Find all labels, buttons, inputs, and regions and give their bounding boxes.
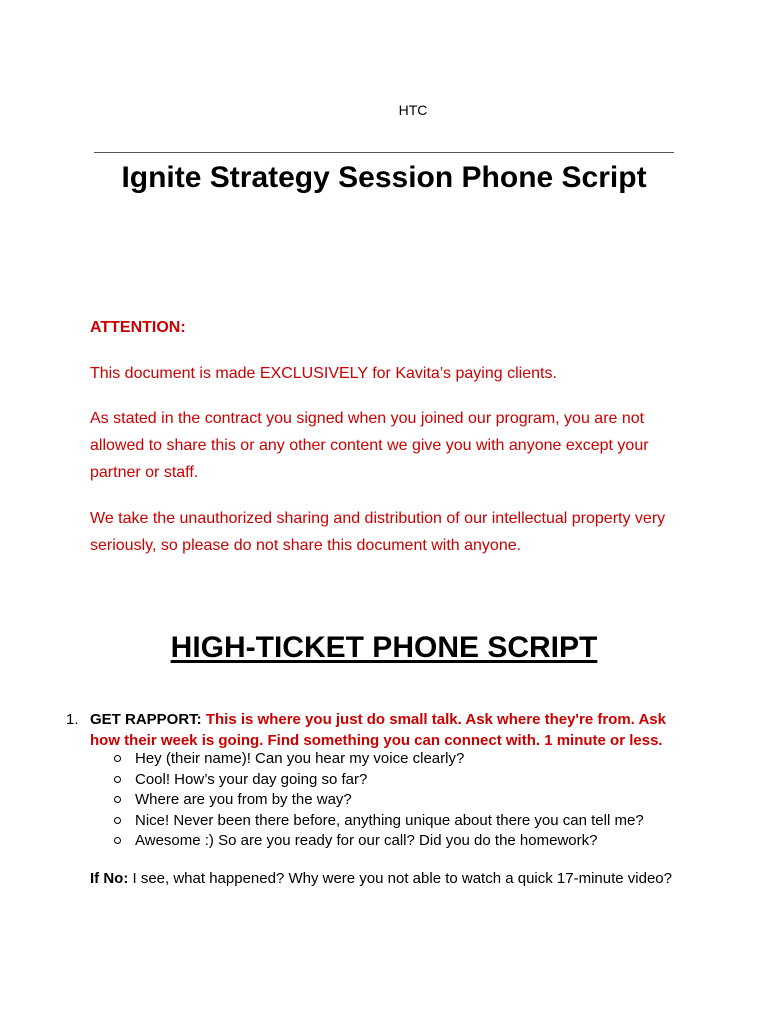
list-item: [114, 749, 694, 770]
attention-heading: ATTENTION:: [90, 319, 186, 336]
script-line-text: Where are you from by the way?: [135, 791, 352, 808]
step-label: GET RAPPORT:: [90, 711, 202, 728]
list-item: [114, 770, 694, 791]
list-item: [114, 790, 694, 811]
step-text: [90, 709, 680, 751]
list-item: [114, 811, 694, 832]
if-no-response: [90, 868, 690, 889]
document-title: Ignite Strategy Session Phone Script: [121, 161, 647, 194]
script-line-text: Hey (their name)! Can you hear my voice clearly?: [135, 750, 465, 767]
step-instruction: This is where you just do small talk. Ask where they're from. Ask how their week is going. Find something you can connect with. 1 minute or less.: [90, 711, 666, 749]
hollow-bullet-icon: [114, 796, 121, 803]
script-line-text: Nice! Never been there before, anything unique about there you can tell me?: [135, 811, 644, 829]
script-lines-list: [114, 749, 694, 852]
title-divider: [94, 152, 674, 153]
hollow-bullet-icon: [114, 776, 121, 783]
page-header: HTC: [398, 102, 428, 118]
notice-paragraph-sharing: We take the unauthorized sharing and distribution of our intellectual property very seriously, so please do not share this document with anyone.: [90, 510, 666, 554]
notice-paragraph-exclusive: This document is made EXCLUSIVELY for Kavita’s paying clients.: [90, 365, 557, 382]
list-item: [114, 831, 694, 852]
step-number: 1.: [66, 711, 79, 728]
if-no-label: If No:: [90, 870, 129, 887]
notice-paragraph-contract: As stated in the contract you signed when you joined our program, you are not allowed to share this or any other content we give you with anyone except your partner or staff.: [90, 410, 649, 481]
if-no-text: I see, what happened? Why were you not able to watch a quick 17-minute video?: [132, 870, 672, 887]
section-title: HIGH-TICKET PHONE SCRIPT: [170, 631, 598, 664]
script-line-text: Cool! How’s your day going so far?: [135, 770, 368, 788]
script-line-text: Awesome :) So are you ready for our call? Did you do the homework?: [135, 832, 598, 849]
hollow-bullet-icon: [114, 817, 121, 824]
hollow-bullet-icon: [114, 755, 121, 762]
hollow-bullet-icon: [114, 837, 121, 844]
